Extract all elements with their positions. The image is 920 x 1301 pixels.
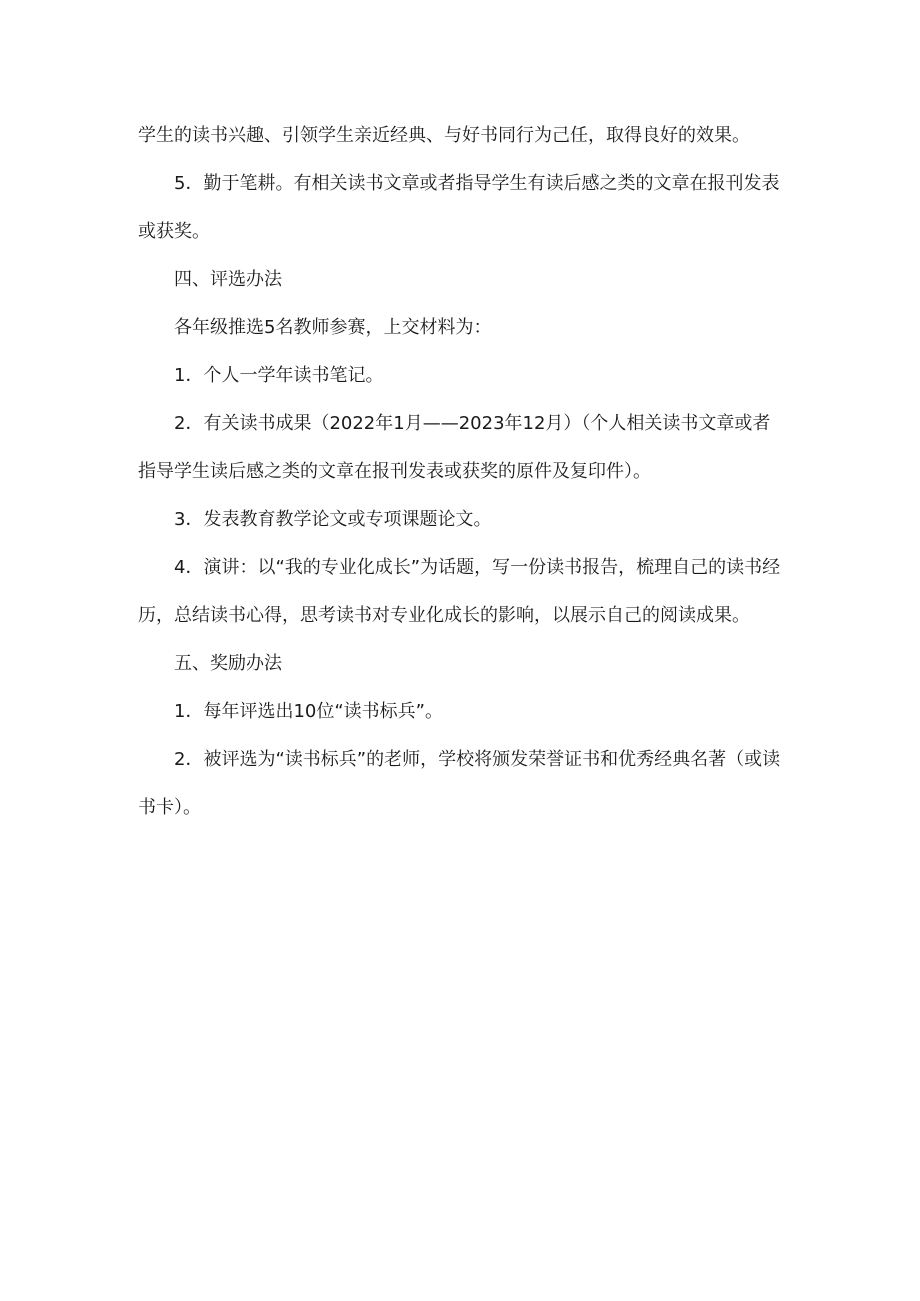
paragraph-item-2: 2．有关读书成果（2022年1月——2023年12月）（个人相关读书文章或者指导学生读后感之类的文章在报刊发表或获奖的原件及复印件）。 [138, 413, 771, 482]
paragraph-item-1: 1．个人一学年读书笔记。 [174, 365, 384, 386]
paragraph-reward-2: 2．被评选为“读书标兵”的老师，学校将颁发荣誉证书和优秀经典名著（或读书卡）。 [138, 749, 781, 818]
paragraph-intro: 各年级推选5名教师参赛，上交材料为： [174, 317, 492, 338]
document-body [138, 112, 786, 832]
section-heading-5: 五、奖励办法 [174, 653, 282, 674]
paragraph-item-4: 4．演讲：以“我的专业化成长”为话题，写一份读书报告，梳理自己的读书经历，总结读书心得，思考读书对专业化成长的影响，以展示自己的阅读成果。 [138, 557, 781, 626]
paragraph-item-5: 5．勤于笔耕。有相关读书文章或者指导学生有读后感之类的文章在报刊发表或获奖。 [138, 173, 780, 242]
paragraph-reward-1: 1．每年评选出10位“读书标兵”。 [174, 701, 444, 722]
section-heading-4: 四、评选办法 [174, 269, 282, 290]
paragraph-item-3: 3．发表教育教学论文或专项课题论文。 [174, 509, 492, 530]
paragraph-continued: 学生的读书兴趣、引领学生亲近经典、与好书同行为己任，取得良好的效果。 [138, 125, 750, 146]
